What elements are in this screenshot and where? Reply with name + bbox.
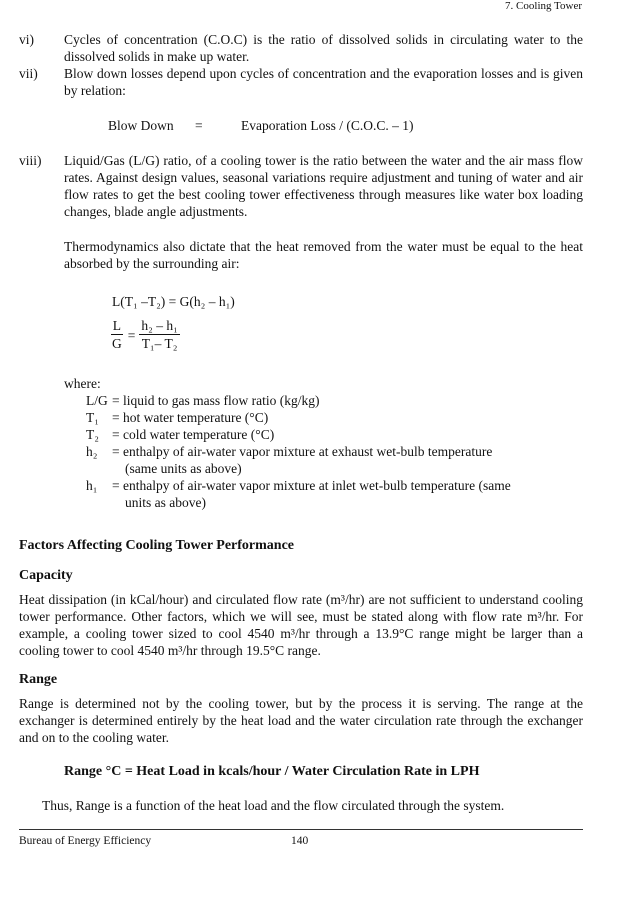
fraction-numerator: L [112, 318, 121, 333]
footer-organization: Bureau of Energy Efficiency [19, 835, 152, 847]
definition-row [86, 477, 511, 511]
definition-text: = cold water temperature (°C) [112, 427, 275, 442]
definition-text-continued: units as above) [125, 495, 206, 510]
footer-rule [19, 829, 583, 830]
definition-text-line: = enthalpy of air-water vapor mixture at exhaust wet-bulb temperature [112, 444, 493, 459]
definition-text-line: = enthalpy of air-water vapor mixture at inlet wet-bulb temperature (same [112, 478, 511, 493]
capacity-paragraph: Heat dissipation (in kCal/hour) and circulated flow rate (m³/hr) are not sufficient to understand cooling tower performance. Other factors, which we will see, must be stated along with flow rate m³/hr. For example, a cooling tower sized to cool 4540 m³/hr through a 13.9°C range might be larger than a cooling tower to cool 4540 m³/hr through 19.5°C range. [19, 592, 583, 658]
item-text-viii: Liquid/Gas (L/G) ratio, of a cooling tower is the ratio between the water and the air mass flow rates. Against design values, seasonal variations require adjustment and tuning of water and air flow rates to get the best cooling tower effectiveness through measures like water box loading changes, blade angle adjustments. [64, 153, 583, 219]
definition-symbol: T₂ [86, 427, 99, 442]
definition-symbol: h₂ [86, 444, 98, 459]
section-heading-factors: Factors Affecting Cooling Tower Performance [19, 538, 295, 553]
definition-text: = liquid to gas mass flow ratio (kg/kg) [112, 393, 320, 408]
definition-text: = hot water temperature (°C) [112, 410, 269, 425]
item-number-viii: viii) [19, 153, 42, 168]
fraction-denominator: G [112, 336, 122, 351]
fraction-l-over-g [110, 318, 124, 352]
definition-symbol: T₁ [86, 410, 99, 425]
equals-sign: = [127, 327, 136, 343]
definition-row [86, 392, 511, 409]
blowdown-equals: = [195, 118, 203, 133]
item-number-vi: vi) [19, 32, 34, 47]
equation-lg-ratio [110, 318, 180, 352]
blowdown-formula: Evaporation Loss / (C.O.C. – 1) [241, 118, 414, 133]
definition-symbol: h₁ [86, 478, 98, 493]
item-number-vii: vii) [19, 66, 38, 81]
definition-symbol: L/G [86, 393, 108, 408]
item-text-vii: Blow down losses depend upon cycles of concentration and the evaporation losses and is given by relation: [64, 66, 583, 98]
range-conclusion: Thus, Range is a function of the heat load and the flow circulated through the system. [42, 798, 505, 813]
running-header: 7. Cooling Tower [505, 0, 582, 12]
equation-energy-balance: L(T₁ –T₂) = G(h₂ – h₁) [112, 294, 235, 309]
definition-row [86, 443, 511, 477]
range-paragraph: Range is determined not by the cooling tower, but by the process it is serving. The range at the exchanger is determined entirely by the heat load and the water circulation rate through the exchanger and on to the cooling water. [19, 696, 583, 745]
variable-definitions [86, 392, 511, 511]
where-label: where: [64, 376, 101, 391]
definition-row [86, 409, 511, 426]
blowdown-label: Blow Down [108, 118, 174, 133]
subheading-capacity: Capacity [19, 568, 73, 583]
fraction-denominator: T₁– T₂ [141, 336, 178, 351]
thermodynamics-paragraph: Thermodynamics also dictate that the heat removed from the water must be equal to the heat absorbed by the surrounding air: [64, 239, 583, 271]
subheading-range: Range [19, 672, 58, 687]
fraction-h-over-t [139, 318, 179, 352]
definition-text-continued: (same units as above) [125, 461, 242, 476]
fraction-numerator: h₂ – h₁ [141, 318, 178, 333]
definition-text [112, 477, 511, 511]
page-number: 140 [291, 835, 309, 847]
definition-row [86, 426, 511, 443]
definition-text [112, 443, 511, 477]
item-text-vi: Cycles of concentration (C.O.C) is the ratio of dissolved solids in circulating water to the dissolved solids in make up water. [64, 32, 583, 64]
range-formula: Range °C = Heat Load in kcals/hour / Water Circulation Rate in LPH [64, 764, 480, 779]
